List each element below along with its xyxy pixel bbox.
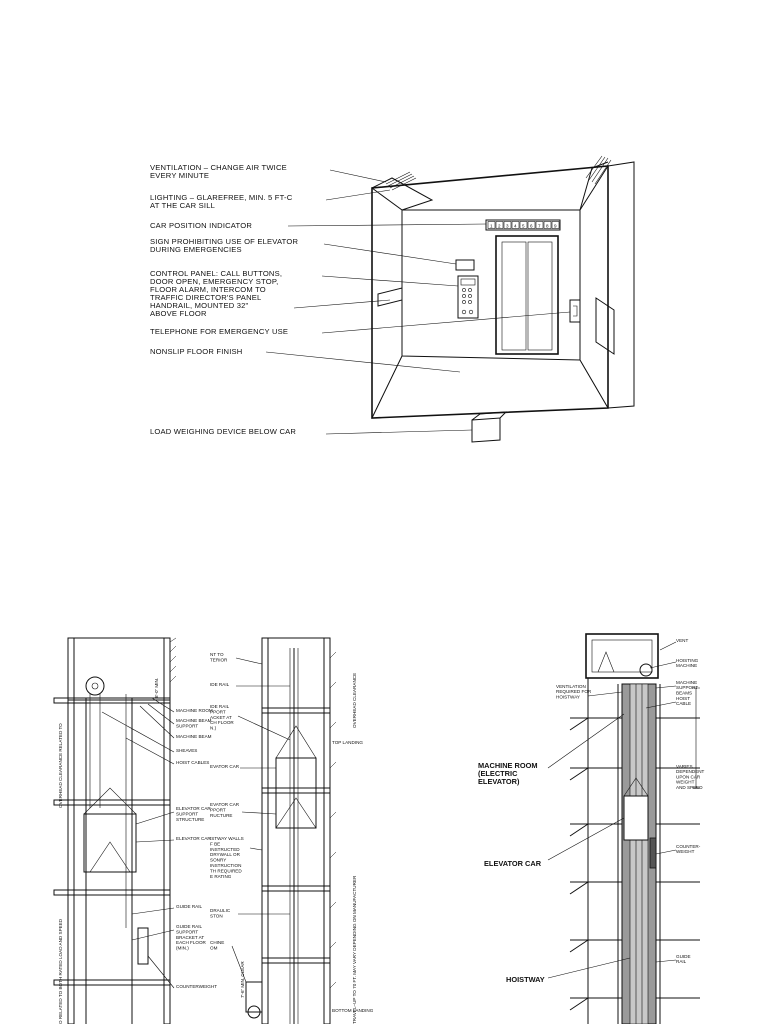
indicator-digit: 9 [554, 223, 557, 229]
cab-label: TELEPHONE FOR EMERGENCY USE [150, 327, 289, 336]
handrail-right [596, 298, 614, 354]
machine-room-box [246, 982, 262, 1012]
top-landing-label: TOP LANDING [332, 740, 363, 745]
cab-left-wall-edge [372, 188, 402, 418]
cab-right-wall-edge [580, 166, 608, 408]
cab-label: CAR POSITION INDICATOR [150, 221, 253, 230]
traction-left-label: GUIDE RAIL SUPPORT BRACKET AT EACH FLOOR (MIN.) [176, 924, 206, 951]
traction-left-label: MACHINE ROOM [176, 708, 213, 713]
min-height-vtext: 8'-0" MIN. [154, 677, 159, 698]
overhead-clearance-vtext: OVERHEAD CLEARANCE RELATED TO [58, 723, 63, 808]
cab-label: SIGN PROHIBITING USE OF ELEVATOR DURING EMERGENCIES [150, 237, 299, 254]
hoistway-right-label: GUIDE RAIL [676, 954, 691, 965]
indicator-digit: 5 [522, 223, 525, 229]
hoistway-right-label: COUNTER-WEIGHT [676, 844, 701, 855]
elevator-car-label: ELEVATOR CAR [484, 859, 542, 868]
hoistway-right-label: HOIST CABLE [676, 696, 692, 707]
elevator-cab-diagram [140, 148, 648, 460]
cab-label: CONTROL PANEL: CALL BUTTONS, DOOR OPEN, EMERGENCY STOP, FLOOR ALARM, INTERCOM TO TRAFFIC DIRECTOR'S PANEL [150, 269, 283, 302]
machine-room-penthouse [586, 634, 658, 678]
counterweight-left [138, 928, 148, 964]
indicator-digit: 1 [490, 223, 493, 229]
right-overhead-vtext: OVERHEAD CLEARANCE [352, 672, 357, 728]
car-position-indicator [486, 220, 560, 230]
elevator-door [496, 236, 558, 354]
traction-right-label: IDE RAIL [210, 682, 230, 687]
traction-right-label: IDE RAIL PPORT ACKET AT CH FLOOR N.) [210, 704, 234, 731]
traction-left-label: ELEVATOR CAR SUPPORT STRUCTURE [176, 806, 211, 822]
traction-left-label: ELEVATOR CAR [176, 836, 211, 841]
hoistway-right-label: MACHINE SUPPORT BEAMS [676, 680, 699, 696]
traction-left-label: COUNTERWEIGHT [176, 984, 218, 989]
indicator-digit: 7 [538, 223, 541, 229]
indicator-digit: 8 [546, 223, 549, 229]
traction-left-label: MACHINE BEAM [176, 734, 212, 739]
handrail-left [378, 288, 402, 306]
travel-vtext: TRAVEL–UP TO 70 FT. MAY VARY DEPENDING ON MANUFACTURER [352, 875, 357, 1024]
right-shaft-section [246, 638, 336, 1024]
elevator-car-right [276, 726, 316, 828]
hoistway-label: HOISTWAY [506, 975, 545, 984]
traction-right-label: ISTWAY WALLS F BE INSTRUCTED DRYWALL OR SONRY INSTRUCTION TH REQUIRED E RATING [210, 836, 244, 879]
rated-load-vtext: O RELATED TO BOTH RATED LOAD AND SPEED [58, 918, 63, 1024]
indicator-digit: 4 [514, 223, 517, 229]
traction-section-drawing [40, 628, 380, 1024]
traction-right-labels [210, 652, 244, 950]
hoistway-drawing [470, 628, 710, 1024]
machine-sheave-left [86, 677, 104, 695]
ventilation-note-text: VENTILATION REQUIRED FOR HOISTWAY [556, 684, 592, 700]
traction-left-label: MACHINE BEAM SUPPORT [176, 718, 212, 729]
cab-label: VENTILATION – CHANGE AIR TWICE EVERY MINUTE [150, 163, 287, 180]
pit-clear-vtext: 7'-6" MIN. CLEAR [240, 961, 245, 998]
cab-label: HANDRAIL, MOUNTED 32" ABOVE FLOOR [150, 301, 249, 318]
indicator-digit: 2 [498, 223, 501, 229]
control-panel [458, 276, 478, 318]
traction-right-label: EVATOR CAR [210, 764, 240, 769]
ventilation-grille [386, 156, 611, 190]
traction-left-label: HOIST CABLES [176, 760, 210, 765]
cab-label: NONSLIP FLOOR FINISH [150, 347, 243, 356]
hoistway-counterweight [650, 838, 656, 868]
elevator-cab-drawing [140, 148, 648, 460]
hoistway-right-label: HOISTING MACHINE [676, 658, 699, 669]
traction-left-label: GUIDE RAIL [176, 904, 203, 909]
traction-right-label: DRAULIC STON [210, 908, 231, 919]
machine-room-label [478, 761, 538, 786]
cab-back-wall [372, 166, 608, 418]
machine-room-text: MACHINE ROOM (ELECTRIC ELEVATOR) [478, 761, 538, 786]
emergency-telephone [570, 300, 580, 322]
traction-elevator-section [40, 628, 380, 1024]
ventilation-note [556, 684, 592, 699]
hoistway-right-labels [676, 638, 705, 964]
elevator-car-left [84, 788, 136, 872]
traction-right-label: NT TO TERIOR [210, 652, 228, 663]
emergency-sign [456, 260, 474, 270]
hoistway-right-label: VENT [676, 638, 689, 643]
traction-left-label: SHEAVES [176, 748, 198, 753]
traction-right-label: CHINE OM [210, 940, 225, 951]
cab-rear-wall [402, 210, 580, 360]
hoistway-section [470, 628, 710, 1024]
hoistway-right-label: VARIES DEPENDENT UPON CAR WEIGHT AND SPEED [676, 764, 705, 790]
cab-label: LIGHTING – GLAREFREE, MIN. 5 FT-C AT THE CAR SILL [150, 193, 293, 210]
cab-label: LOAD WEIGHING DEVICE BELOW CAR [150, 427, 297, 436]
traction-right-label: EVATOR CAR PPORT RUCTURE [210, 802, 240, 818]
indicator-digit: 3 [506, 223, 509, 229]
indicator-digit: 6 [530, 223, 533, 229]
cab-callout-labels [150, 163, 298, 436]
load-weighing-device [472, 412, 506, 442]
bottom-landing-label: BOTTOM LANDING [332, 1008, 374, 1013]
cab-right-panel [608, 162, 634, 408]
